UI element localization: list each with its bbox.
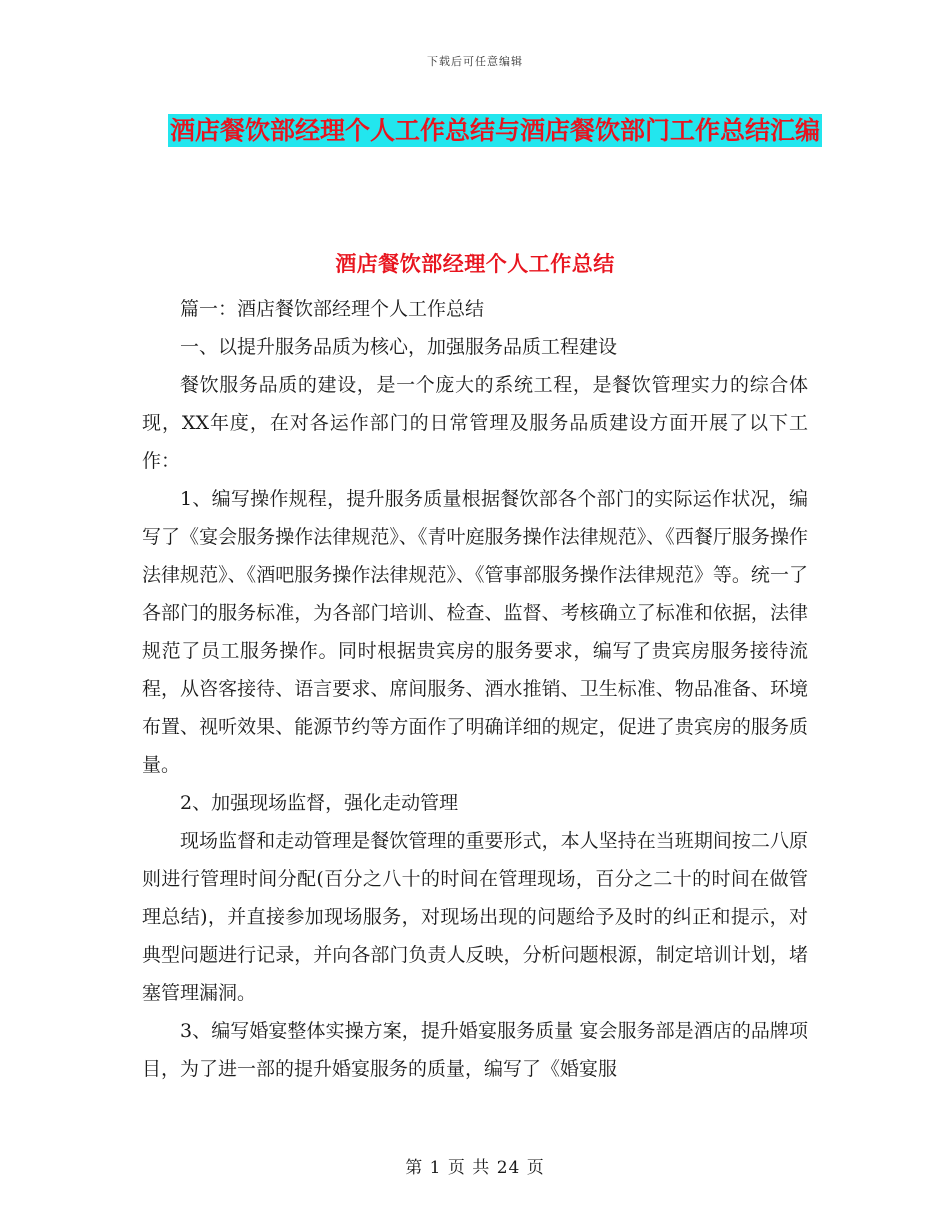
paragraph: 1、编写操作规程，提升服务质量根据餐饮部各个部门的实际运作状况，编写了《宴会服务操作法律规范》、《青叶庭服务操作法律规范》、《西餐厅服务操作法律规范》、《酒吧服务操作法律规范》、《管事部服务操作法律规范》等。统一了各部门的服务标准，为各部门培训、检查、监督、考核确立了标准和依据，法律规范了员工服务操作。同时根据贵宾房的服务要求，编写了贵宾房服务接待流程，从咨客接待、语言要求、席间服务、酒水推销、卫生标准、物品准备、环境布置、视听效果、能源节约等方面作了明确详细的规定，促进了贵宾房的服务质量。 [142,488,808,776]
section-title: 酒店餐饮部经理个人工作总结 [335,252,615,276]
paragraph: 现场监督和走动管理是餐饮管理的重要形式，本人坚持在当班期间按二八原则进行管理时间分配(百分之八十的时间在管理现场，百分之二十的时间在做管理总结)，并直接参加现场服务，对现场出现的问题给予及时的纠正和提示，对典型问题进行记录，并向各部门负责人反映，分析问题根源，制定培训计划，堵塞管理漏洞。 [142,830,808,1004]
paragraph: 3、编写婚宴整体实操方案，提升婚宴服务质量 宴会服务部是酒店的品牌项目，为了进一部的提升婚宴服务的质量，编写了《婚宴服 [142,1020,808,1080]
document-title-text: 酒店餐饮部经理个人工作总结与酒店餐饮部门工作总结汇编 [169,116,820,145]
paragraph: 2、加强现场监督，强化走动管理 [180,792,459,814]
document-title [150,108,840,154]
paragraph: 餐饮服务品质的建设，是一个庞大的系统工程，是餐饮管理实力的综合体现，XX年度，在对各运作部门的日常管理及服务品质建设方面开展了以下工作： [142,374,808,472]
page-footer: 第 1 页 共 24 页 [405,1158,545,1178]
header-note: 下载后可任意编辑 [427,55,523,68]
paragraph: 篇一：酒店餐饮部经理个人工作总结 [180,298,485,320]
document-body [142,290,808,1088]
paragraph: 一、以提升服务品质为核心，加强服务品质工程建设 [180,336,618,358]
